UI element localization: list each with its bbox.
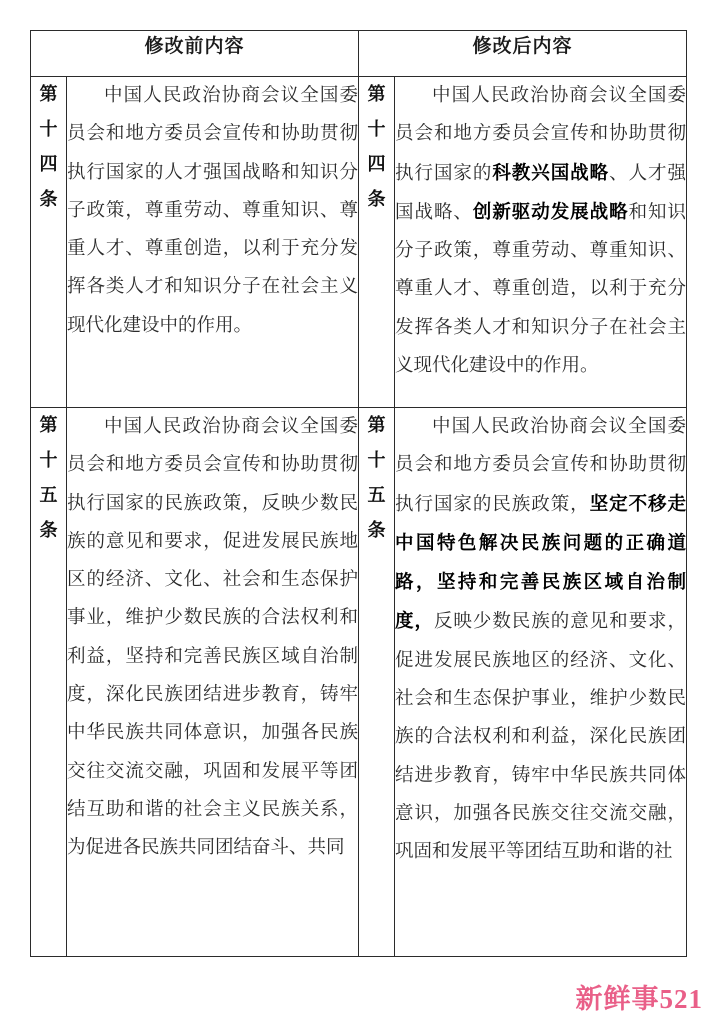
article-label-after-14: [359, 77, 395, 408]
article-label-before-15: [31, 408, 67, 957]
header-after-revision: 修改后内容: [359, 31, 687, 77]
article-label-after-15: [359, 408, 395, 957]
content-before-15: [67, 408, 359, 957]
table-header-row: [31, 31, 687, 77]
header-before-revision: 修改前内容: [31, 31, 359, 77]
article-label-stack: 第 十 四 条: [39, 84, 58, 210]
watermark-label: 新鲜事521: [575, 984, 703, 1014]
article-label-stack: 第 十 四 条: [367, 84, 386, 210]
table-row: [31, 408, 687, 957]
paragraph-before-14: 中国人民政治协商会议全国委员会和地方委员会宣传和协助贯彻执行国家的人才强国战略和知识分子政策，尊重劳动、尊重知识、尊重人才、尊重创造，以利于充分发挥各类人才和知识分子在社会主义现代化建设中的作用。: [67, 86, 359, 336]
table-row: [31, 77, 687, 408]
content-after-14: [395, 77, 687, 408]
paragraph-before-15: 中国人民政治协商会议全国委员会和地方委员会宣传和协助贯彻执行国家的民族政策，反映少数民族的意见和要求，促进发展民族地区的经济、文化、社会和生态保护事业，维护少数民族的合法权利和利益，坚持和完善民族区域自治制度，深化民族团结进步教育，铸牢中华民族共同体意识，加强各民族交往交流交融，巩固和发展平等团结互助和谐的社会主义民族关系，为促进各民族共同团结奋斗、共同: [67, 417, 359, 859]
article-label-stack: 第 十 五 条: [39, 415, 58, 541]
content-after-15: [395, 408, 687, 957]
paragraph-after-14: 中国人民政治协商会议全国委员会和地方委员会宣传和协助贯彻执行国家的科教兴国战略、人才强国战略、创新驱动发展战略和知识分子政策，尊重劳动、尊重知识、尊重人才、尊重创造，以利于充分发挥各类人才和知识分子在社会主义现代化建设中的作用。: [395, 86, 687, 376]
article-label-before-14: [31, 77, 67, 408]
paragraph-after-15: 中国人民政治协商会议全国委员会和地方委员会宣传和协助贯彻执行国家的民族政策，坚定不移走中国特色解决民族问题的正确道路，坚持和完善民族区域自治制度，反映少数民族的意见和要求，促进发展民族地区的经济、文化、社会和生态保护事业，维护少数民族的合法权利和利益，深化民族团结进步教育，铸牢中华民族共同体意识，加强各民族交往交流交融，巩固和发展平等团结互助和谐的社: [395, 417, 687, 863]
revision-comparison-table: [30, 30, 687, 957]
article-label-stack: 第 十 五 条: [367, 415, 386, 541]
content-before-14: [67, 77, 359, 408]
